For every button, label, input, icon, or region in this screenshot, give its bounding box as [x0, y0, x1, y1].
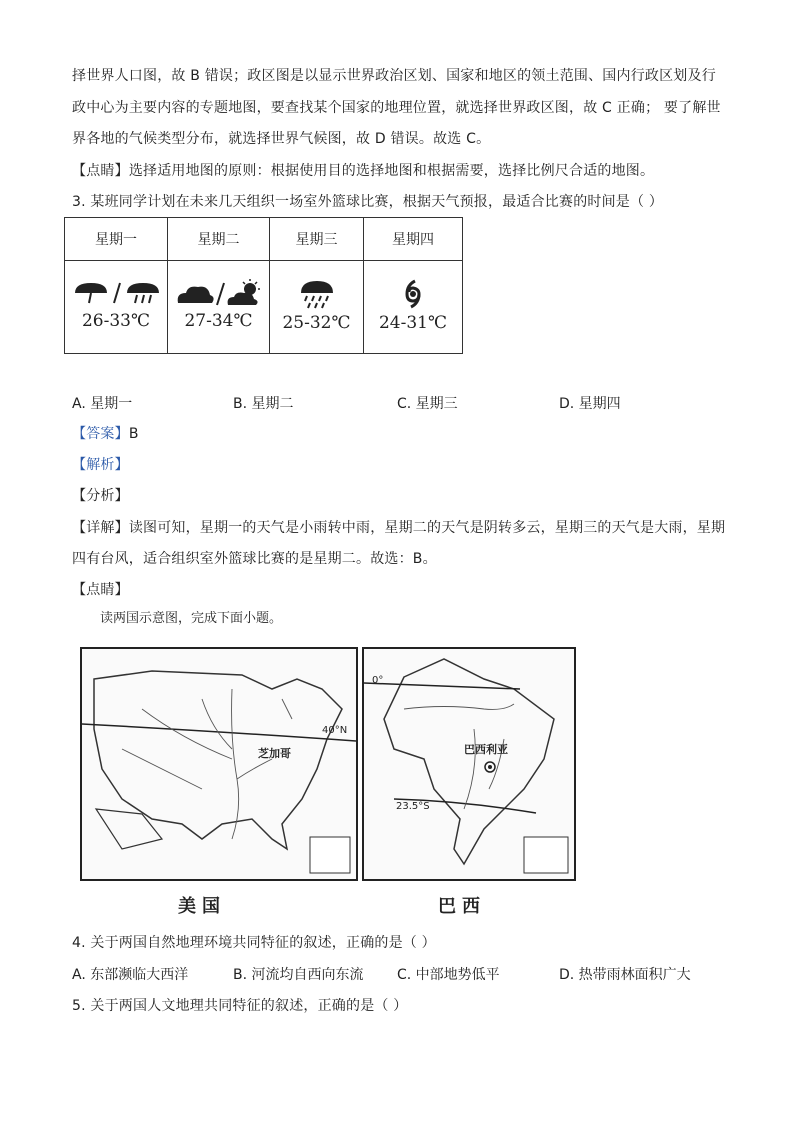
option-c[interactable]: C. 星期三	[397, 396, 458, 412]
question-5-stem: 5. 关于两国人文地理共同特征的叙述，正确的是（ ）	[72, 998, 408, 1014]
day-cell-4: 星期四	[364, 218, 463, 261]
answer-line	[72, 424, 139, 444]
overcast-to-cloudy-icon	[174, 279, 264, 307]
typhoon-icon	[401, 279, 425, 309]
answer-value: B	[128, 426, 139, 442]
temperature-3: 25-32℃	[282, 313, 351, 333]
detail-text-1: 读图可知，星期一的天气是小雨转中雨，星期二的天气是阴转多云，星期三的天气是大雨，星期	[128, 520, 726, 536]
option-b[interactable]: B. 星期二	[233, 396, 294, 412]
tip-text: 选择适用地图的原则：根据使用目的选择地图和根据需要，选择比例尺合适的地图。	[128, 163, 655, 179]
fenxi-tag: 【分析】	[72, 488, 129, 504]
tip-line	[72, 161, 654, 181]
usa-map	[80, 647, 358, 881]
paragraph-line-3: 界各地的气候类型分布，就选择世界气候图，故 D 错误。故选 C。	[72, 131, 491, 147]
brazil-label: 巴西	[438, 896, 486, 917]
maps-caption: 读两国示意图，完成下面小题。	[100, 611, 283, 626]
paragraph-line-2: 政中心为主要内容的专题地图，要查找某个国家的地理位置，就选择世界政区图，故 C 正确； 要了解世	[72, 100, 721, 116]
analysis-tag: 【解析】	[72, 457, 129, 473]
detail-tag: 【详解】	[72, 520, 129, 536]
heavy-rain-icon	[297, 279, 337, 309]
usa-label: 美国	[178, 896, 226, 917]
answer-tag: 【答案】	[72, 426, 129, 442]
paragraph-line-1: 择世界人口图，故 B 错误；政区图是以显示世界政治区划、国家和地区的领土范围、国内行政区划及行	[72, 68, 716, 84]
usa-city-label: 芝加哥	[258, 747, 291, 760]
temperature-1: 26-33℃	[81, 311, 151, 331]
option-a[interactable]: A. 星期一	[72, 396, 133, 412]
option-d[interactable]: D. 星期四	[559, 396, 621, 412]
day-cell-2: 星期二	[168, 218, 270, 261]
option-c[interactable]: C. 中部地势低平	[397, 967, 500, 983]
brazil-map	[362, 647, 576, 881]
weather-cell-3	[270, 261, 364, 354]
equator-label: 0°	[372, 675, 384, 686]
tip-tag-q3: 【点睛】	[72, 582, 129, 598]
capital-label: 巴西利亚	[464, 743, 508, 756]
weather-cell-2	[168, 261, 270, 354]
temperature-2: 27-34℃	[184, 311, 253, 331]
weather-forecast-table	[64, 217, 463, 354]
usa-latitude-label: 40°N	[322, 725, 348, 736]
day-cell-1: 星期一	[65, 218, 168, 261]
light-rain-to-moderate-rain-icon	[71, 279, 161, 307]
temperature-4: 24-31℃	[378, 313, 448, 333]
question-3-stem: 3. 某班同学计划在未来几天组织一场室外篮球比赛，根据天气预报，最适合比赛的时间是（ ）	[72, 194, 664, 210]
question-4-stem: 4. 关于两国自然地理环境共同特征的叙述，正确的是（ ）	[72, 935, 436, 951]
day-cell-3: 星期三	[270, 218, 364, 261]
tip-tag: 【点睛】	[72, 163, 129, 179]
detail-line-2: 四有台风，适合组织室外篮球比赛的是星期二。故选：B。	[72, 551, 437, 567]
question-4-options	[72, 964, 732, 984]
tropic-label: 23.5°S	[396, 801, 430, 812]
usa-map-drawing	[82, 649, 356, 879]
weather-cell-1	[65, 261, 168, 354]
option-b[interactable]: B. 河流均自西向东流	[233, 967, 364, 983]
weather-cell-4	[364, 261, 463, 354]
brazil-map-drawing	[364, 649, 574, 879]
question-3-options	[72, 393, 732, 413]
option-d[interactable]: D. 热带雨林面积广大	[559, 967, 691, 983]
detail-line-1	[72, 518, 725, 538]
option-a[interactable]: A. 东部濒临大西洋	[72, 967, 189, 983]
